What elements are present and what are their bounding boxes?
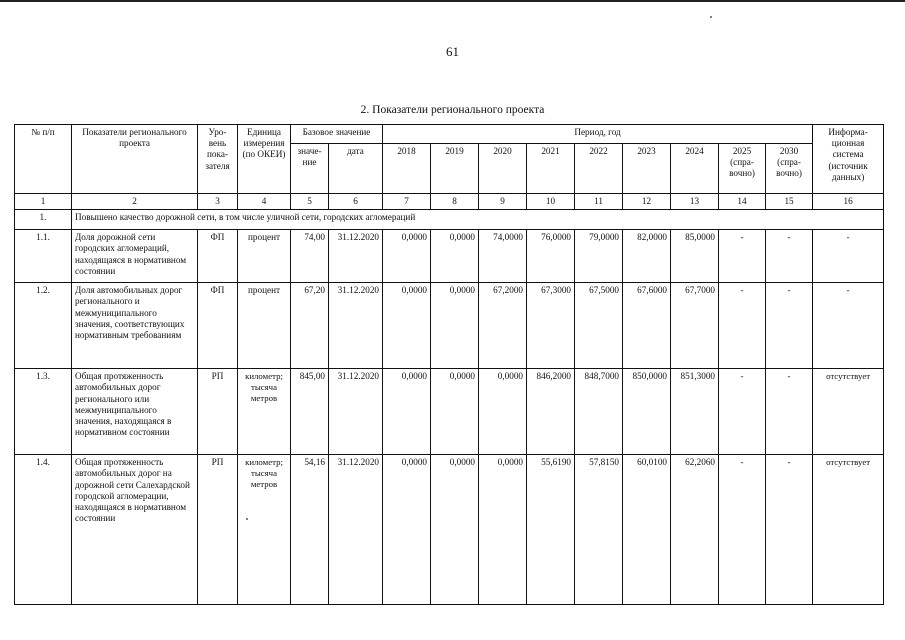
column-number: 13 xyxy=(671,194,719,210)
section-num: 1. xyxy=(15,210,72,230)
header-year-2018: 2018 xyxy=(383,144,431,194)
row-indicator: Общая протяженность автомобильных дорог регионального или межмуниципального значения, находящаяся в нормативном состоянии xyxy=(72,369,198,455)
scan-speck xyxy=(246,518,248,520)
row-unit: километр; тысяча метров xyxy=(238,455,291,605)
row-value-2022: 79,0000 xyxy=(575,230,623,283)
header-year-2024: 2024 xyxy=(671,144,719,194)
row-value-2020: 0,0000 xyxy=(479,455,527,605)
row-base-value: 67,20 xyxy=(291,283,329,369)
table-row xyxy=(15,283,884,369)
row-base-value: 845,00 xyxy=(291,369,329,455)
table-row xyxy=(15,369,884,455)
table-row xyxy=(15,230,884,283)
row-value-2019: 0,0000 xyxy=(431,230,479,283)
column-number: 4 xyxy=(238,194,291,210)
row-value-2020: 67,2000 xyxy=(479,283,527,369)
column-number: 12 xyxy=(623,194,671,210)
row-unit: процент xyxy=(238,230,291,283)
row-info: отсутствует xyxy=(813,369,884,455)
row-level: РП xyxy=(198,455,238,605)
row-base-value: 74,00 xyxy=(291,230,329,283)
row-indicator: Доля автомобильных дорог регионального и межмуниципального значения, соответствующих нормативным требованиям xyxy=(72,283,198,369)
row-value-2018: 0,0000 xyxy=(383,369,431,455)
header-base-value: значе-ние xyxy=(291,144,329,194)
row-value-2025: - xyxy=(719,455,766,605)
row-value-2025: - xyxy=(719,230,766,283)
row-value-2024: 67,7000 xyxy=(671,283,719,369)
column-number-row xyxy=(15,194,884,210)
header-num: № п/п xyxy=(15,125,72,194)
row-value-2019: 0,0000 xyxy=(431,369,479,455)
page-number: 61 xyxy=(446,44,459,59)
column-number: 10 xyxy=(527,194,575,210)
row-num: 1.4. xyxy=(15,455,72,605)
row-value-2021: 846,2000 xyxy=(527,369,575,455)
row-value-2021: 67,3000 xyxy=(527,283,575,369)
top-border-rule xyxy=(0,0,905,5)
row-value-2022: 57,8150 xyxy=(575,455,623,605)
row-value-2021: 55,6190 xyxy=(527,455,575,605)
header-year-2025: 2025 (спра-вочно) xyxy=(719,144,766,194)
row-unit: процент xyxy=(238,283,291,369)
row-indicator: Доля дорожной сети городских агломераций, находящаяся в нормативном состоянии xyxy=(72,230,198,283)
column-number: 16 xyxy=(813,194,884,210)
column-number: 6 xyxy=(329,194,383,210)
header-year-2021: 2021 xyxy=(527,144,575,194)
row-value-2025: - xyxy=(719,283,766,369)
section-text: Повышено качество дорожной сети, в том числе уличной сети, городских агломераций xyxy=(72,210,884,230)
row-value-2023: 82,0000 xyxy=(623,230,671,283)
header-year-2019: 2019 xyxy=(431,144,479,194)
row-num: 1.2. xyxy=(15,283,72,369)
row-info: - xyxy=(813,230,884,283)
row-num: 1.1. xyxy=(15,230,72,283)
row-indicator: Общая протяженность автомобильных дорог на дорожной сети Салехардской городской агломерации, находящаяся в нормативном состоянии xyxy=(72,455,198,605)
row-value-2019: 0,0000 xyxy=(431,455,479,605)
table-row xyxy=(15,455,884,605)
row-value-2030: - xyxy=(766,455,813,605)
indicators-table xyxy=(14,124,884,605)
column-number: 15 xyxy=(766,194,813,210)
row-value-2023: 60,0100 xyxy=(623,455,671,605)
row-value-2018: 0,0000 xyxy=(383,230,431,283)
column-number: 11 xyxy=(575,194,623,210)
row-value-2020: 0,0000 xyxy=(479,369,527,455)
row-value-2023: 67,6000 xyxy=(623,283,671,369)
row-value-2022: 67,5000 xyxy=(575,283,623,369)
header-unit: Единица измерения (по ОКЕИ) xyxy=(238,125,291,194)
row-base-date: 31.12.2020 xyxy=(329,369,383,455)
row-value-2024: 62,2060 xyxy=(671,455,719,605)
header-year-2022: 2022 xyxy=(575,144,623,194)
header-year-2020: 2020 xyxy=(479,144,527,194)
row-value-2024: 85,0000 xyxy=(671,230,719,283)
row-base-value: 54,16 xyxy=(291,455,329,605)
section-row xyxy=(15,210,884,230)
column-number: 8 xyxy=(431,194,479,210)
column-number: 14 xyxy=(719,194,766,210)
header-year-2030: 2030 (спра-вочно) xyxy=(766,144,813,194)
section-title: 2. Показатели регионального проекта xyxy=(360,104,545,116)
scan-speck xyxy=(710,16,712,18)
row-value-2021: 76,0000 xyxy=(527,230,575,283)
header-row-1 xyxy=(15,125,884,144)
row-level: РП xyxy=(198,369,238,455)
row-base-date: 31.12.2020 xyxy=(329,230,383,283)
header-info: Информа-ционная система (источник данных) xyxy=(813,125,884,194)
header-base: Базовое значение xyxy=(291,125,383,144)
header-year-2023: 2023 xyxy=(623,144,671,194)
row-base-date: 31.12.2020 xyxy=(329,455,383,605)
row-value-2025: - xyxy=(719,369,766,455)
column-number: 7 xyxy=(383,194,431,210)
column-number: 3 xyxy=(198,194,238,210)
column-number: 1 xyxy=(15,194,72,210)
row-level: ФП xyxy=(198,283,238,369)
column-number: 5 xyxy=(291,194,329,210)
row-base-date: 31.12.2020 xyxy=(329,283,383,369)
header-period: Период, год xyxy=(383,125,813,144)
row-info: отсутствует xyxy=(813,455,884,605)
row-value-2030: - xyxy=(766,230,813,283)
row-value-2018: 0,0000 xyxy=(383,283,431,369)
header-indicator: Показатели регионального проекта xyxy=(72,125,198,194)
row-value-2030: - xyxy=(766,283,813,369)
header-level: Уро-вень пока-зателя xyxy=(198,125,238,194)
column-number: 9 xyxy=(479,194,527,210)
row-value-2020: 74,0000 xyxy=(479,230,527,283)
row-level: ФП xyxy=(198,230,238,283)
row-value-2024: 851,3000 xyxy=(671,369,719,455)
row-value-2030: - xyxy=(766,369,813,455)
row-value-2018: 0,0000 xyxy=(383,455,431,605)
row-unit: километр; тысяча метров xyxy=(238,369,291,455)
row-num: 1.3. xyxy=(15,369,72,455)
row-value-2022: 848,7000 xyxy=(575,369,623,455)
row-value-2023: 850,0000 xyxy=(623,369,671,455)
row-info: - xyxy=(813,283,884,369)
column-number: 2 xyxy=(72,194,198,210)
row-value-2019: 0,0000 xyxy=(431,283,479,369)
header-base-date: дата xyxy=(329,144,383,194)
